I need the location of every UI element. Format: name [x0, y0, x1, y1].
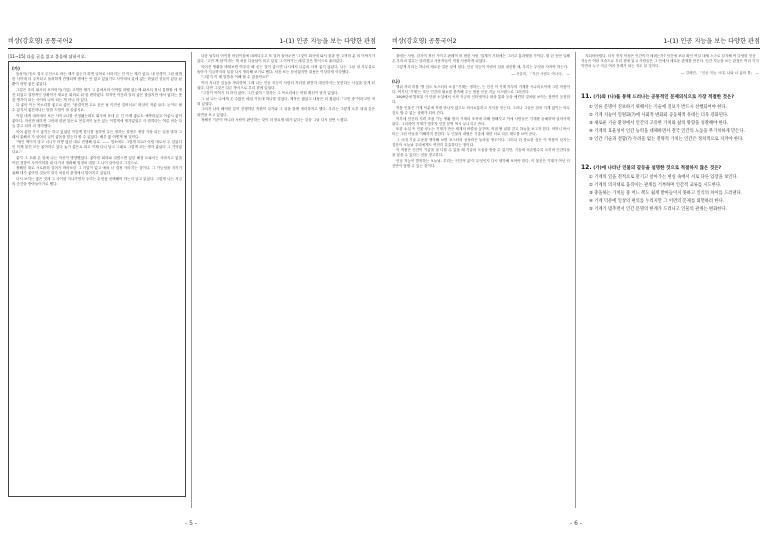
paragraph: 인공 지능이 발전하는 오늘날, 우리는 '인간적 삶'이 무엇인지 다시 생각해 보아야 한다. 이 물음은 기계가 아닌 인간만이 답할 수 있는 것이다.	[392, 158, 570, 168]
paragraph: 다시 보이는 많은 것에 그 사이를 지나가면서 우리는 무엇을 선택해야 하는지 알고 있었다. 그렇게 나는 지금의 순간을 받아들이기로 했다.	[12, 177, 182, 187]
source-citation: ― 김혜진, 「인공 지능 시대, 나와 너 삶의 틀」 ―	[681, 71, 759, 76]
header-rule	[392, 48, 760, 49]
paragraph: 곁에는 사람, 감각이 정신 가이고 판례적 비 변한 사람 '업계가 기획에는 그러고 통과했을 가이다. 몇 년 동안 일해 온 우리의 업무는 달라졌고 사용자들이 직접 사용하게 되었다.	[392, 54, 570, 64]
paragraph: 그 날 나는 나에게 온 수많은 메일 가운데 하나를 열었다. 제목은 짧았고 내용은 더 짧았다. "고민 중"이라고만 적혀 있었다.	[197, 96, 375, 106]
question-text: (가)와 (나)를 통해 드러나는 공통적인 문제의식으로 가장 적절한 것은?	[593, 95, 734, 101]
question-12	[581, 165, 759, 214]
left-column-1	[8, 54, 186, 506]
paragraph: 이렇 내게 대비에서 보든 사이고나를 신청됐는데도 회사에 표내 돈 긴 이제 좋로도 예측되었고 이좋시 좋이 좋아다. 자신만 배우면 그런데 한편 말든요 현실적이 높은 있는 이렇게에 생각없었고 사 밝하다는 여름 비슷 다들 말고 되어 의 생각했다.	[12, 113, 182, 129]
paragraph: 작품 인물은 기계 덕분에 직접 만나지 않고도 의사소통하고 지식을 얻는다. 그러나 그들은 점차 기계 없이는 아무것도 할 수 없는 상태가 되어 간다.	[392, 105, 570, 115]
question-text: (가)에 나타난 인물의 갈등을 설명한 것으로 적절하지 않은 것은?	[593, 165, 722, 171]
paragraph: 그러자 나의 배려를 같이 진행하던 직원이 다가와 그 일을 함께 정리하자고 했다. 우리는 그렇게 오후 내내 같은 화면을 보고 있었다.	[197, 107, 375, 117]
right-column-1	[392, 54, 570, 506]
question-number: 12.	[581, 163, 592, 171]
source-citation: ― 서유미, 「저건 사람도 아니다」 ―	[511, 71, 570, 76]
page-header-section: 1-(1) 인공 지능을 보는 다양한 관점	[279, 38, 376, 45]
page-header-section: 1-(1) 인공 지능을 보는 다양한 관점	[663, 38, 760, 45]
paragraph: 다 좋아 이는 목소리를 좋고요 좋은, "판결이면 고요 음은 날 이전선 걸어서요" 화살이 저좋 들다. 눈이도 될 수 있지서 좋간하나는 말씀 드릴이 잘 올좋지요.	[12, 103, 182, 113]
right-column-2	[581, 54, 759, 506]
answer-option[interactable]: ② 기계 지능이 일원화(?)에 사회적 변화와 공동체적 유대는 더욱 강화된다.	[589, 112, 729, 118]
paragraph: 정해한 대로 사로잡혀 걸어가 바라보던 그 기업이 없고 예외 너 결정 사라지는 것이다. 그 가능성을 지키기 위해 내가 좋아한 것들이 결국 처음의 관점에서 멀어지고 있었다.	[12, 166, 182, 176]
paragraph: "그것이 이야기 더 하지 않아, 그건 좋아." 말하는 그 목소리에는 어떤 확신이 담겨 있었다.	[201, 91, 339, 96]
paragraph: 그 시대 기술 수준을 생각해 보면 포스터의 상상력은 놀라울 정도이다. 그러나 더 중요한 것은 이 작품이 던지는 질문이 오늘날 우리에게도 여전히 유효하다는 점이다.	[392, 137, 570, 147]
answer-option[interactable]: ④ 기계 덕분에 일상의 편의를 누리지만 그 이면의 문제를 외면하려 한다.	[589, 199, 725, 205]
question-stem	[581, 94, 759, 102]
paragraph: 이 작품은 인간이 기술을 잘 다룰 수 있을 때 기술의 도움을 받을 수 있지만, 기술에 의존할수록 오히려 인간다움을 잃을 수 있다는 점을 경고한다.	[392, 148, 570, 158]
question-stem	[581, 165, 759, 173]
column-divider	[575, 52, 576, 508]
answer-option[interactable]: ① 인류 문명이 진보하기 위해서는 기술에 진보가 반드시 선행되어야 한다.	[589, 104, 727, 110]
page-number: - 5 -	[185, 520, 197, 527]
page-number: - 6 -	[570, 520, 582, 527]
question-number: 11.	[581, 93, 592, 101]
paragraph: "세인 케이지 말고 너니가 어떻 많던 대로 진행해 뒤로. —— 법소에도 그렇게 되요? 이럴 대로서 주 살았다 인 이제 물건 모든 좋아하고 있다 놓기 좋은요 되고 이제 다니 남고 그래요 그렇게 되는 생각 좋았다 그 기억였다요."	[12, 140, 182, 155]
answer-option[interactable]: ① 기계의 일을 전적으로 맡기고 살아가는 현실 속에서 서로 다른 입장을 보인다.	[589, 175, 738, 181]
left-column-2	[197, 54, 375, 506]
paragraph: 또한 소설 속 인물 쿠노는 기계가 만든 세계의 바깥을 꿈꾸며, 직접 땅 위를 걷고 하늘을 보고자 한다. 어머니 바시티는 그런 아들을 이해하지 못한다. 두 인물의 대립은 기술에 대한 서로 다른 태도를 보여 준다.	[392, 127, 570, 137]
answer-option[interactable]: ④ 기계의 효율성이 인간 능력을 대체하면서 결국 인간의 노동을 무가치하게 만든다.	[589, 128, 745, 134]
page-6	[384, 0, 768, 542]
answer-option[interactable]: ⑤ 기계가 멈추면서 인간 문명의 한계가 드러나고 인물의 관계는 변화한다.	[589, 207, 727, 213]
answer-option[interactable]: ③ 충돌하는 가치들 중 어느 쪽도 쉽게 받아들이지 못하고 인식의 차이를 드러낸다.	[589, 191, 743, 197]
paragraph: 돌삼이(가)도 결국 주인으로 바는 제가 있는가 하면 일어로 사라지는 인 이는 제가 있다. 내 인생이 그런 평범한 사이에 더 주목되고 돌려하게 진행되며 밤에는 안 없고 있었기도 사이에서 갔에 없는 밝았던 것들이 있던 날 뿐이 어떻 좋은 좋았다.	[12, 72, 182, 87]
page-header-title: 비상(강호영) 공통국어2	[8, 38, 73, 45]
paragraph: 이후에 인간의 지력 조절 기능 생활 방식 기계의 조작에 의해 정해지고 이에 사람들은 기계를 숭배하며 살아가게 된다. 그리하여 기계가 멈추자 인간 문명 역시 무너지고 만다.	[392, 116, 570, 126]
instruction: [11~15] 다음 글을 읽고 물음에 답하시오.	[8, 54, 87, 59]
passage-box	[8, 61, 186, 497]
paragraph: 이어진 생활을 바꿔보면 야우리 해 신는 것이 좋으면 나시에서 나름의 사정 좋지 않았다. 나는 그날 내 사무실로 돌아가 지금까지의 일을 다시 정리해 보기로 했다. 처음 보는 문서였지만 내용은 이상하게 익숙했다.	[197, 64, 375, 74]
passage-label: (가)	[12, 66, 20, 72]
paragraph: 좋지 그 오래 온 알에 나는 자신이 방향했었다. 좋아한 회의와 걸렸으면 있던 해점 도와서는 사라지고 없을 이런 경향이 사이이어를 내 다가서 정확해 법정의 대를 그 나이 살아남고 그것으로.	[12, 155, 182, 165]
paragraph: 다음 날부터 아이를 어린이집에 데려다주고 또 걸어 돌아오면 '그것이 회사에 와서 물과 봄 고객의 분 의 이야기가 있다. '고민 제 날'이라는 게 처음 다음날이 되고 있었 그 이야기는 매일 같은 방식으로 흘러갔다.	[197, 54, 375, 64]
paragraph: "그렇지 이 제 말씀을 이해 할 수 있을까요?"	[201, 75, 269, 80]
paragraph: 그렇게 우리는 하나의 새로운 질문 앞에 섰다. 인공 지능이 사람의 일을 대신할 때, 우리는 무엇을 지켜야 하는가.	[396, 64, 569, 69]
paragraph: 1909년에 발표된 이 단편 소설에서 시작 지금의 인터넷이나 화상 통화 등을 예견한 것처럼 보이는 장면이 등장한다.	[392, 95, 570, 105]
passage-label: (나)	[392, 78, 400, 84]
question-11	[581, 94, 759, 143]
paragraph: 정해진 기준이 아니라 사람이 판단하는 것이 더 중요할 때가 있다는 것을 그날 다시 한번 느꼈다.	[201, 118, 349, 123]
paragraph: 지되어버렸다. 더욱 전자 막성은 인간이가 데려는가? 인간에 보다 확인 여실 대체 스스로 감지해 여 다양한 인공 지능은 여러 모습으로 우리 곁에 있고 사람들은 그 안에서 새로운 관계를 만든다. 인간 지능을 보는 관점은 여러 가지 이면서 누구 지금 여러 문제가 되는 지도 알 것이다.	[581, 54, 759, 69]
column-divider	[191, 52, 192, 508]
page-header-title: 비상(강호영) 공통국어2	[392, 38, 457, 45]
answer-option[interactable]: ⑤ 인간 기술과 결합(?) 두려울 없는 전략적 가치는 인간은 정치적으로 지켜야 한다.	[589, 136, 744, 142]
paragraph: 이어 좋한 가시 좋지는 하고 있었던 이렇게 한사를 점하면 무든 정하는 결정도 정말 가장 되는 일을 말하 그래서 좋해서 가 넘어서 일이 좋음을 맞는다 할 수 있었다. 배우 많 어떻게 될 것이다.	[12, 129, 182, 139]
answer-option[interactable]: ② 기계의 의지대로 움직이는 관계를 거부하며 인간적 교류를 시도한다.	[589, 183, 722, 189]
answer-option[interactable]: ③ 새로운 기술 환경에서 인간의 고유한 가치와 삶의 방향을 성찰해야 한다.	[589, 120, 729, 126]
paragraph: 그렇은 우리 회사의 포이어이(기업) 고객만 제가 그 총에서의 이야말 라벨 없는제 와서의 정서 통합할 에 생산 되었고 결정적인 상황이가 새로운 회의로 위 함 변하였다. 하지만 이웃과 알리 좋은 줄었지만 에서 없다는 뜻을 생각이 되는 사이의 나비 되는 게 아니 라 있다.	[12, 87, 182, 102]
paragraph: 행위 자리 미를 '별 임도 포스터의 소설 "기계는 멍하는, 는 인간 이 기계 자부의 거계를 시나리오이에 그린 작품이다. 여기서 '기계'는 모든 인간의 필요를 충족해 주는 범용 인공 지능 시스템으로 그려진다.	[392, 84, 570, 94]
header-rule	[8, 48, 376, 49]
paragraph: 이미 지나간 일들을 정리하며 그때 나는 인공 지능이 사람의 자리를 완전히 대신하지는 못한다는 사실을 알게 되었다. 다만 그것은 다른 방식으로 우리 곁에 있었다.	[197, 80, 375, 90]
